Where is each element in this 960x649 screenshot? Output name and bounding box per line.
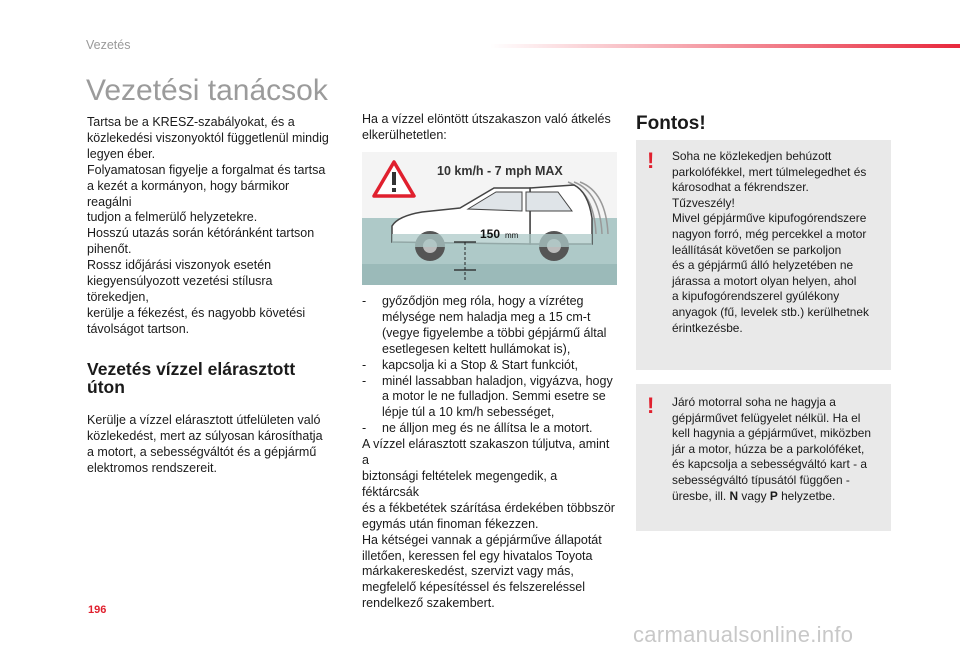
warning-box-unattended-engine: [636, 384, 891, 531]
header-accent-rule: [490, 44, 960, 48]
text-line: érintkezésbe.: [672, 320, 743, 335]
depth-value: 150: [480, 227, 501, 241]
text-line: a motor le ne fulladjon. Semmi esetre se: [382, 389, 606, 404]
speed-limit-label: 10 km/h - 7 mph MAX: [437, 164, 563, 178]
list-dash: -: [362, 373, 367, 388]
water-deep: [362, 264, 617, 285]
list-item: [362, 294, 617, 358]
text-line: és a gépjármű álló helyzetében ne: [672, 258, 854, 273]
text-line: leállítását követően se parkoljon: [672, 242, 842, 257]
text-fragment: helyzetbe.: [777, 488, 836, 503]
section-tab: Vezetés: [86, 38, 131, 52]
text-line: Mivel gépjárműve kipufogórendszere: [672, 211, 867, 226]
text-line: jár a motor, húzza be a parkolóféket,: [672, 441, 865, 456]
text-line: (vegye figyelembe a többi gépjármű által: [382, 325, 607, 340]
text-line: közlekedési viszonyoktól függetlenül mindig: [87, 130, 329, 145]
flooded-road-heading: Vezetés vízzel elárasztott úton: [87, 359, 296, 397]
text-line: győződjön meg róla, hogy a vízréteg: [382, 294, 584, 308]
text-line: ne álljon meg és ne állítsa le a motort.: [382, 421, 593, 436]
gear-position-p: P: [769, 488, 778, 503]
text-line: járassa a motort olyan helyen, ahol: [672, 273, 857, 288]
warning-text: [672, 149, 878, 336]
text-line: elkerülhetetlen:: [362, 127, 447, 142]
text-line: Kerülje a vízzel elárasztott útfelületen való: [87, 413, 321, 427]
text-line: parkolófékkel, mert túlmelegedhet és: [672, 164, 867, 179]
text-line: biztonsági feltételek megengedik, a féktárcsák: [362, 468, 558, 499]
flood-depth-illustration: [362, 152, 617, 285]
text-fragment: vagy: [738, 488, 770, 503]
text-line: Ha kétségei vannak a gépjárműve állapotát: [362, 532, 602, 547]
exclamation-icon: !: [647, 393, 655, 418]
text-line: lépje túl a 10 km/h sebességet,: [382, 405, 555, 420]
important-heading: Fontos!: [636, 113, 706, 134]
text-line: és a fékbetétek szárítása érdekében többször: [362, 500, 615, 515]
text-line: Folyamatosan figyelje a forgalmat és tartsa: [87, 162, 326, 177]
text-line: rendelkező szakembert.: [362, 596, 495, 611]
text-line: Ha a vízzel elöntött útszakaszon való átkelés: [362, 112, 611, 126]
text-line: Tűzveszély!: [672, 195, 735, 210]
text-line-with-gear-positions: [672, 489, 878, 505]
text-line: A vízzel elárasztott szakaszon túljutva, amint a: [362, 437, 610, 468]
text-line: kell hagynia a gépjárművet, miközben: [672, 426, 871, 441]
text-line: nagyon forró, még percekkel a motor: [672, 226, 867, 241]
warning-text: [672, 395, 878, 504]
text-line: sebességváltó típusától függően -: [672, 472, 850, 487]
text-line: a kezét a kormányon, hogy bármikor reagálni: [87, 178, 290, 209]
text-line: illetően, keressen fel egy hivatalos Toyota: [362, 548, 593, 563]
text-line: esetlegesen keltett hullámokat is),: [382, 341, 571, 356]
flood-instructions: [362, 294, 617, 612]
list-item: [362, 358, 617, 374]
driving-tips-text: [87, 115, 332, 338]
gear-position-n: N: [729, 488, 739, 503]
flood-intro-text: [362, 112, 617, 144]
text-line: közlekedést, mert az súlyosan károsíthatja: [87, 428, 323, 443]
text-line: a kipufogórendszerel gyúlékony: [672, 289, 840, 304]
text-line: megfelelő képesítéssel és felszereléssel: [362, 580, 586, 595]
text-line: gépjárművet felügyelet nélkül. Ha el: [672, 410, 861, 425]
text-fragment: üresbe, ill.: [672, 488, 730, 503]
text-line: Soha ne közlekedjen behúzott: [672, 149, 832, 163]
text-line: Hosszú utazás során kétóránként tartson: [87, 226, 315, 241]
text-line: elektromos rendszereit.: [87, 460, 217, 475]
flood-figure-svg: [362, 152, 617, 285]
text-line: anyagok (fű, levelek stb.) kerülhetnek: [672, 304, 869, 319]
list-item: [362, 374, 617, 422]
flooded-road-text: [87, 413, 332, 477]
text-line: a motort, a sebességváltót és a gépjármű: [87, 444, 317, 459]
text-line: kerülje a fékezést, és nagyobb követési: [87, 305, 306, 320]
text-line: Járó motorral soha ne hagyja a: [672, 395, 836, 409]
page-number: 196: [88, 604, 107, 616]
text-line: legyen éber.: [87, 146, 156, 161]
list-item: [362, 421, 617, 437]
text-line: minél lassabban haladjon, vigyázva, hogy: [382, 373, 613, 388]
text-line: károsodhat a fékrendszer.: [672, 180, 809, 195]
text-line: és kapcsolja a sebességváltó kart - a: [672, 457, 867, 472]
text-line: kapcsolja ki a Stop & Start funkciót,: [382, 357, 578, 372]
page-title: Vezetési tanácsok: [86, 74, 328, 107]
text-line: pihenőt.: [87, 242, 132, 257]
list-dash: -: [362, 294, 367, 308]
text-line: egymás után finoman fékezzen.: [362, 516, 539, 531]
text-line: távolságot tartson.: [87, 321, 190, 336]
text-line: Rossz időjárási viszonyok esetén: [87, 258, 272, 273]
warning-box-parking-brake: [636, 140, 891, 370]
text-line: kiegyensúlyozott vezetési stílusra törekedjen,: [87, 274, 273, 304]
exclamation-icon: !: [647, 148, 655, 173]
list-dash: -: [362, 421, 367, 436]
text-line: tudjon a felmerülő helyzetekre.: [87, 210, 258, 225]
text-line: mélysége nem haladja meg a 15 cm-t: [382, 309, 591, 324]
list-dash: -: [362, 357, 367, 372]
watermark: carmanualsonline.info: [633, 622, 854, 647]
text-line: Tartsa be a KRESZ-szabályokat, és a: [87, 115, 295, 129]
depth-unit: mm: [505, 231, 519, 240]
text-line: márkakereskedést, szervizt vagy más,: [362, 564, 574, 579]
